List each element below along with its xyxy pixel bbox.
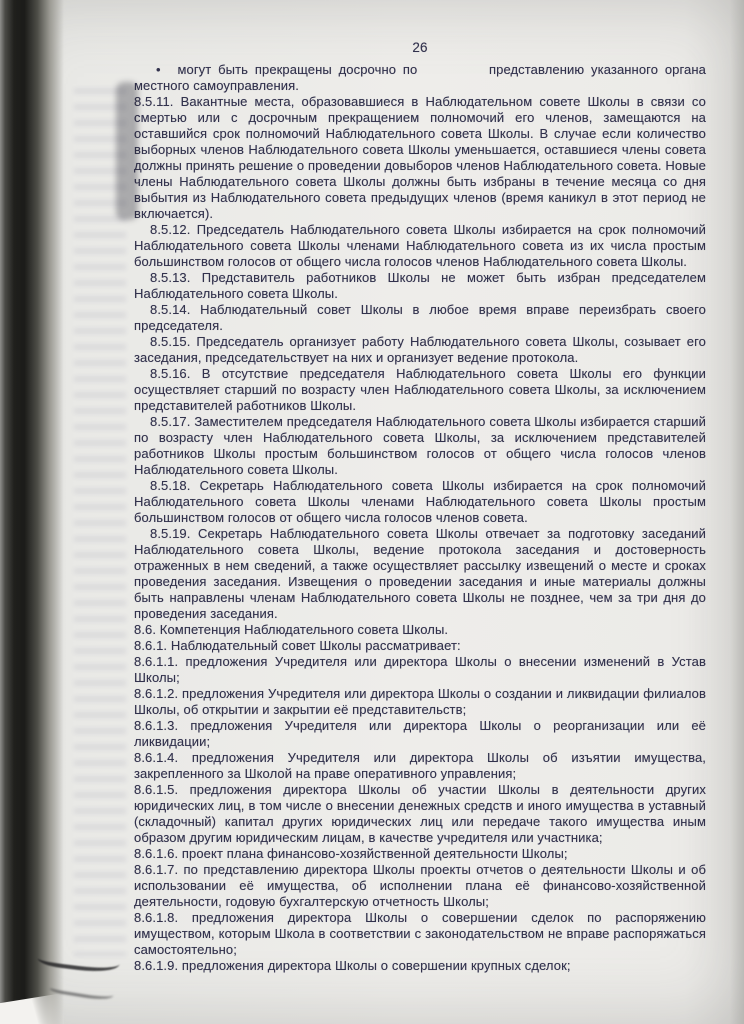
clause-8-5-14: 8.5.14. Наблюдательный совет Школы в любое время вправе переизбрать своего председателя. <box>134 302 706 333</box>
clause-8-6: 8.6. Компетенция Наблюдательного совета Школы. <box>134 622 449 637</box>
clause-8-5-13: 8.5.13. Представитель работников Школы не может быть избран председателем Наблюдательного совета Школы. <box>134 270 706 301</box>
clause-8-6-1: 8.6.1. Наблюдательный совет Школы рассматривает: <box>134 638 461 653</box>
clause-8-6-1-1: 8.6.1.1. предложения Учредителя или директора Школы о внесении изменений в Устав Школы; <box>134 654 706 685</box>
clause-8-6-1-6: 8.6.1.6. проект плана финансово-хозяйственной деятельности Школы; <box>134 846 568 861</box>
clause-8-6-1-7: 8.6.1.7. по представлению директора Школы проекты отчетов о деятельности Школы и об использовании её имущества, об исполнении плана её финансово-хозяйственной деятельности, годовую бухгалтерскую отчетность Школы; <box>134 862 706 909</box>
clause-8-5-18: 8.5.18. Секретарь Наблюдательного совета Школы избирается на срок полномочий Наблюдательного совета Школы членами Наблюдательного совета Школы простым большинством голосов от общего числа голосов членов совета. <box>134 478 706 525</box>
clause-8-6-1-9: 8.6.1.9. предложения директора Школы о совершении крупных сделок; <box>134 958 571 973</box>
clause-8-6-1-4: 8.6.1.4. предложения Учредителя или директора Школы об изъятии имущества, закрепленного за Школой на праве оперативного управления; <box>134 750 706 781</box>
clause-8-5-16: 8.5.16. В отсутствие председателя Наблюдательного совета Школы его функции осуществляет старший по возрасту член Наблюдательного совета Школы, за исключением представителей работников Школы. <box>134 366 706 413</box>
page-body <box>134 40 706 974</box>
clause-8-5-11: 8.5.11. Вакантные места, образовавшиеся в Наблюдательном совете Школы в связи со смертью или с досрочным прекращением полномочий его членов, замещаются на оставшийся срок полномочий Наблюдательного совета Школы. В случае если количество выборных членов Наблюдательного совета Школы уменьшается, оставшиеся члены совета должны принять решение о проведении довыборов членов Наблюдательного совета. Новые члены Наблюдательного совета Школы должны быть избраны в течение месяца со дня выбытия из Наблюдательного совета предыдущих членов (время каникул в этот период не включается). <box>134 94 706 221</box>
bullet-marker: • <box>156 62 161 77</box>
binding-shadow <box>0 0 64 1024</box>
bullet-text-after-gap: представлению указанного органа местного самоуправления. <box>134 62 706 93</box>
clause-8-6-1-2: 8.6.1.2. предложения Учредителя или директора Школы о создании и ликвидации филиалов Школы, об открытии и закрытии её представительств; <box>134 686 706 717</box>
clause-8-5-15: 8.5.15. Председатель организует работу Наблюдательного совета Школы, созывает его заседания, председательствует на них и организует ведение протокола. <box>134 334 706 365</box>
clause-8-5-19: 8.5.19. Секретарь Наблюдательного совета Школы отвечает за подготовку заседаний Наблюдательного совета Школы, ведение протокола заседания и достоверность отраженных в нем сведений, а также осуществляет рассылку извещений о месте и сроках проведения заседания. Извещения о проведении заседания и иные материалы должны быть направлены членам Наблюдательного совета Школы не позднее, чем за три дня до проведения заседания. <box>134 526 706 621</box>
clause-8-6-1-3: 8.6.1.3. предложения Учредителя или директора Школы о реорганизации или её ликвидации; <box>134 718 706 749</box>
page-number: 26 <box>412 40 428 55</box>
scan-smudge-artifact <box>116 82 138 220</box>
clause-8-5-17: 8.5.17. Заместителем председателя Наблюдательного совета Школы избирается старший по возрасту член Наблюдательного совета Школы, за исключением представителей работников Школы простым большинством голосов от общего числа голосов членов Наблюдательного совета Школы. <box>134 414 706 477</box>
bullet-text-before-gap: могут быть прекращены досрочно по <box>177 62 418 77</box>
clause-8-6-1-8: 8.6.1.8. предложения директора Школы о совершении сделок по распоряжению имуществом, которым Школа в соответствии с законодательством не вправе распоряжаться самостоятельно; <box>134 910 706 957</box>
clause-8-5-12: 8.5.12. Председатель Наблюдательного совета Школы избирается на срок полномочий Наблюдательного совета Школы членами Наблюдательного совета из их числа простым большинством голосов от общего числа голосов членов Наблюдательного совета Школы. <box>134 222 706 269</box>
right-edge-shadow <box>730 0 744 1024</box>
bullet-list-item <box>134 62 706 94</box>
clause-8-6-1-5: 8.6.1.5. предложения директора Школы об участии Школы в деятельности других юридических лиц, в том числе о внесении денежных средств и иного имущества в уставный (складочный) капитал других юридических лиц или передаче такого имущества иным образом другим юридическим лицам, в качестве учредителя или участника; <box>134 782 706 845</box>
